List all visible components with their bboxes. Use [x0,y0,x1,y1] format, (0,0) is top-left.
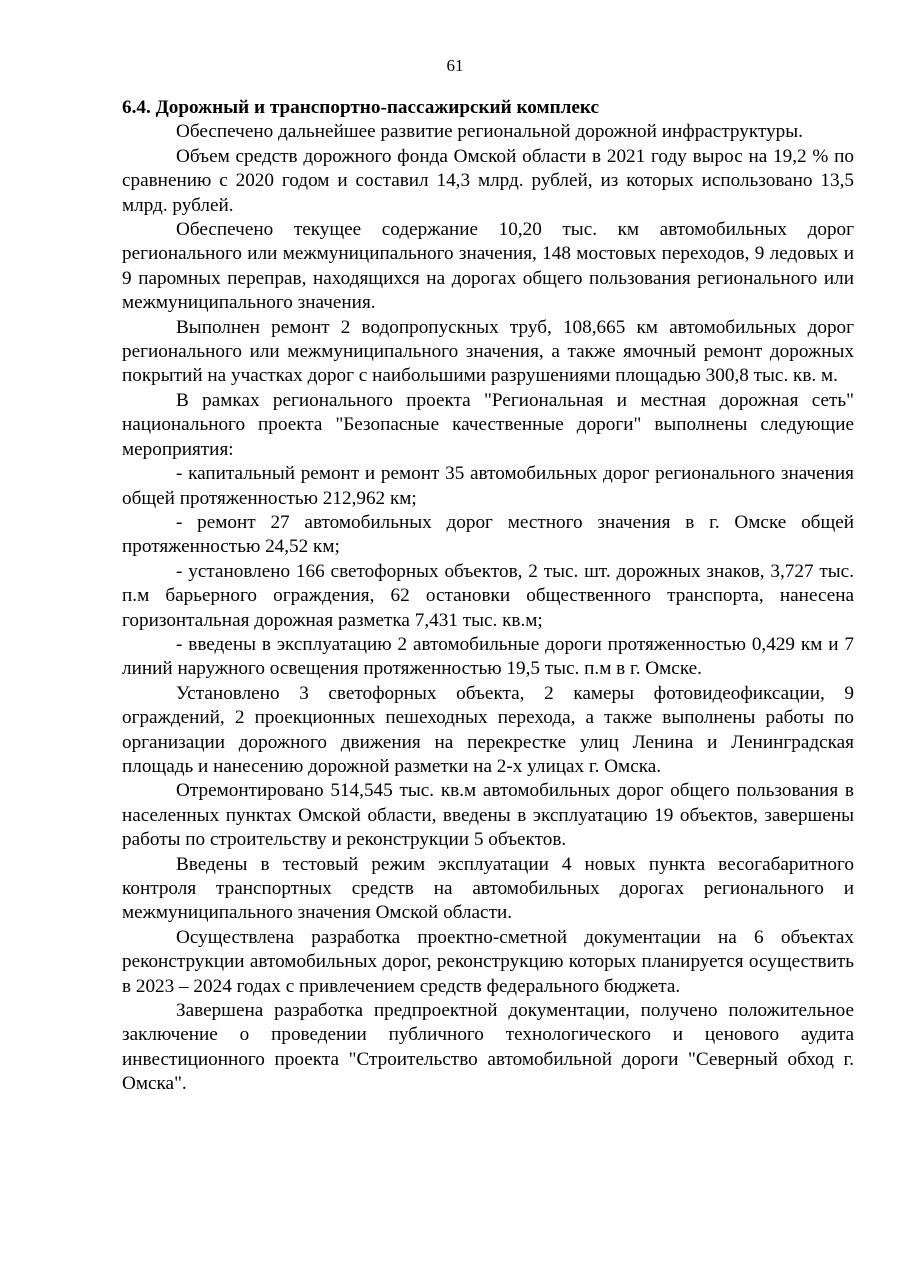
page-number: 61 [446,56,464,75]
paragraph-traffic-organization: Установлено 3 светофорных объекта, 2 камеры фотовидеофиксации, 9 ограждений, 2 проекционных пешеходных перехода, а также выполнены работы по организации дорожного движения на перекрестке улиц Ленина и Ленинградская площадь и нанесению дорожной разметки на 2-х улицах г. Омска. [122,682,854,777]
paragraph-northern-bypass: Завершена разработка предпроектной документации, получено положительное заключение о проведении публичного технологического и ценового аудита инвестиционного проекта "Строительство автомобильной дороги "Северный обход г. Омска". [122,1000,854,1095]
paragraph-repaired-area: Отремонтировано 514,545 тыс. кв.м автомобильных дорог общего пользования в населенных пунктах Омской области, введены в эксплуатацию 19 объектов, завершены работы по строительству и реконструкции 5 объектов. [122,780,854,851]
list-item-local-roads: - ремонт 27 автомобильных дорог местного значения в г. Омске общей протяженностью 24,52 км; [122,511,854,558]
paragraph-weight-control: Введены в тестовый режим эксплуатации 4 новых пункта весогабаритного контроля транспортных средств на автомобильных дорогах регионального и межмуниципального значения Омской области. [122,853,854,924]
paragraph-intro: Обеспечено дальнейшее развитие региональной дорожной инфраструктуры. [176,121,803,143]
list-item-traffic-lights: - установлено 166 светофорных объектов, 2 тыс. шт. дорожных знаков, 3,727 тыс. п.м барьерного ограждения, 62 остановки общественного транспорта, нанесена горизонтальная дорожная разметка 7,431 тыс. кв.м; [122,560,854,631]
section-title: 6.4. Дорожный и транспортно-пассажирский комплекс [122,97,599,118]
document-body [122,96,854,1097]
list-item-commissioning: - введены в эксплуатацию 2 автомобильные дороги протяженностью 0,429 км и 7 линий наружного освещения протяженностью 19,5 тыс. п.м в г. Омске. [122,633,854,680]
paragraph-design-documentation: Осуществлена разработка проектно-сметной документации на 6 объектах реконструкции автомобильных дорог, реконструкцию которых планируется осуществить в 2023 – 2024 годах с привлечением средств федерального бюджета. [122,926,854,997]
paragraph-maintenance: Обеспечено текущее содержание 10,20 тыс. км автомобильных дорог регионального или межмуниципального значения, 148 мостовых переходов, 9 ледовых и 9 паромных переправ, находящихся на дорогах общего пользования регионального или межмуниципального значения. [122,219,854,314]
list-item-capital-repair: - капитальный ремонт и ремонт 35 автомобильных дорог регионального значения общей протяженностью 212,962 км; [122,463,854,509]
paragraph-repair: Выполнен ремонт 2 водопропускных труб, 108,665 км автомобильных дорог регионального или межмуниципального значения, а также ямочный ремонт дорожных покрытий на участках дорог с наибольшими разрушениями площадью 300,8 тыс. кв. м. [122,316,854,387]
paragraph-road-fund: Объем средств дорожного фонда Омской области в 2021 году вырос на 19,2 % по сравнению с 2020 годом и составил 14,3 млрд. рублей, из которых использовано 13,5 млрд. рублей. [122,145,854,216]
paragraph-national-project: В рамках регионального проекта "Региональная и местная дорожная сеть" национального проекта "Безопасные качественные дороги" выполнены следующие мероприятия: [122,389,854,460]
